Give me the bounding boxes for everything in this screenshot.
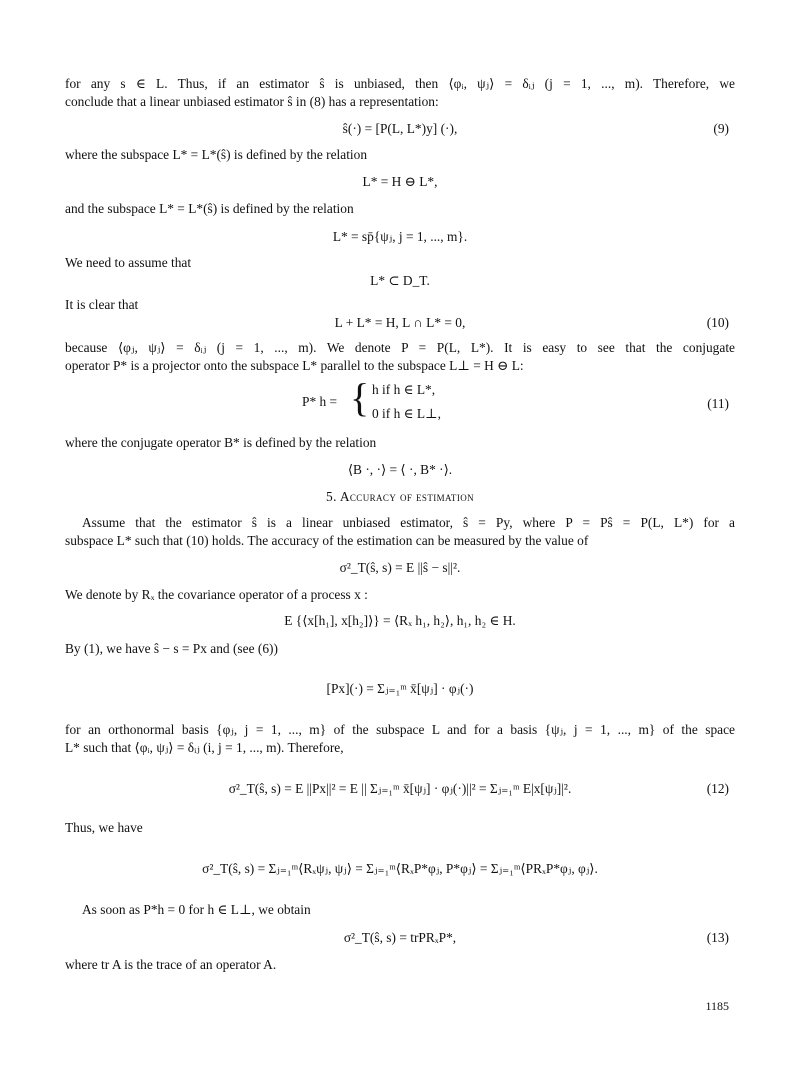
text-line: By (1), we have ŝ − s = Px and (see (6)) (65, 641, 278, 656)
page-number: 1185 (705, 999, 729, 1013)
equation-12: σ²_T(ŝ, s) = E ||Px||² = E || Σⱼ₌₁ᵐ x̄[ψⱼ] · φⱼ(·)||² = Σⱼ₌₁ᵐ E|x[ψⱼ]|². (228, 781, 572, 796)
text-line: As soon as P*h = 0 for h ∈ L⊥, we obtain (82, 902, 311, 917)
equation-l-sub: L* = sp̄{ψⱼ, j = 1, ..., m}. (332, 229, 468, 244)
text-line: and the subspace L* = L*(ŝ) is defined by the relation (65, 201, 354, 216)
text-line: for any s ∈ L. Thus, if an estimator ŝ is unbiased, then ⟨φᵢ, ψⱼ⟩ = δᵢⱼ (j = 1, ..., m). Therefore, we (65, 76, 735, 91)
text-line: It is clear that (65, 297, 139, 312)
equation-covariance: E {⟨x[h₁], x[h₂]⟩} = ⟨Rₓ h₁, h₂⟩, h₁, h₂ ∈ H. (284, 613, 516, 628)
brace-icon: { (350, 375, 370, 420)
text-line: We denote by Rₓ the covariance operator of a process x : (65, 587, 368, 602)
text-line: We need to assume that (65, 255, 192, 270)
text-line: L* such that ⟨φᵢ, ψⱼ⟩ = δᵢⱼ (i, j = 1, ..., m). Therefore, (65, 740, 344, 755)
text-line: operator P* is a projector onto the subspace L* parallel to the subspace L⊥ = H ⊖ L: (65, 358, 524, 373)
equation-13: σ²_T(ŝ, s) = trPRₓP*, (343, 930, 457, 945)
equation-number-12: (12) (706, 781, 729, 796)
text-line: where the subspace L* = L*(ŝ) is defined by the relation (65, 147, 368, 162)
text-line: for an orthonormal basis {φⱼ, j = 1, ..., m} of the subspace L and for a basis {ψⱼ, j = 1, ..., m} of the space (65, 722, 735, 737)
equation-subset: L* ⊂ D_T. (370, 273, 430, 288)
text-line: Assume that the estimator ŝ is a linear unbiased estimator, ŝ = Py, where P = Pŝ = P(L, L*) for a (82, 515, 735, 530)
equation-11-lhs: P* h = (302, 394, 338, 409)
section-heading: 5. Accuracy of estimation (325, 489, 475, 504)
equation-10: L + L* = H, L ∩ L* = 0, (334, 315, 466, 330)
equation-thus: σ²_T(ŝ, s) = Σⱼ₌₁ᵐ⟨Rₓψⱼ, ψⱼ⟩ = Σⱼ₌₁ᵐ⟨RₓP*φⱼ, P*φⱼ⟩ = Σⱼ₌₁ᵐ⟨PRₓP*φⱼ, φⱼ⟩. (202, 861, 598, 876)
equation-l-star: L* = H ⊖ L*, (362, 174, 438, 189)
equation-9: ŝ(·) = [P(L, L*)y] (·), (342, 121, 458, 136)
equation-conjugate: ⟨B ·, ·⟩ = ⟨ ·, B* ·⟩. (347, 462, 453, 477)
equation-number-11: (11) (707, 396, 729, 411)
equation-number-10: (10) (706, 315, 729, 330)
equation-11-case-b: 0 if h ∈ L⊥, (372, 406, 441, 421)
equation-11-case-a: h if h ∈ L*, (372, 382, 436, 397)
equation-number-9: (9) (713, 121, 729, 136)
text-line: subspace L* such that (10) holds. The accuracy of the estimation can be measured by the value of (65, 533, 589, 548)
equation-number-13: (13) (706, 930, 729, 945)
equation-accuracy: σ²_T(ŝ, s) = E ||ŝ − s||². (339, 560, 461, 575)
equation-px: [Px](·) = Σⱼ₌₁ᵐ x̄[ψⱼ] · φⱼ(·) (326, 681, 474, 696)
equation-11 (0, 375, 797, 426)
text-line: where tr A is the trace of an operator A. (65, 957, 277, 972)
text-line: because ⟨φⱼ, ψⱼ⟩ = δᵢⱼ (j = 1, ..., m). We denote P = P(L, L*). It is easy to see that the conjugate (65, 340, 735, 355)
text-line: Thus, we have (65, 820, 143, 835)
text-line: where the conjugate operator B* is defined by the relation (65, 435, 377, 450)
text-line: conclude that a linear unbiased estimator ŝ in (8) has a representation: (65, 94, 439, 109)
